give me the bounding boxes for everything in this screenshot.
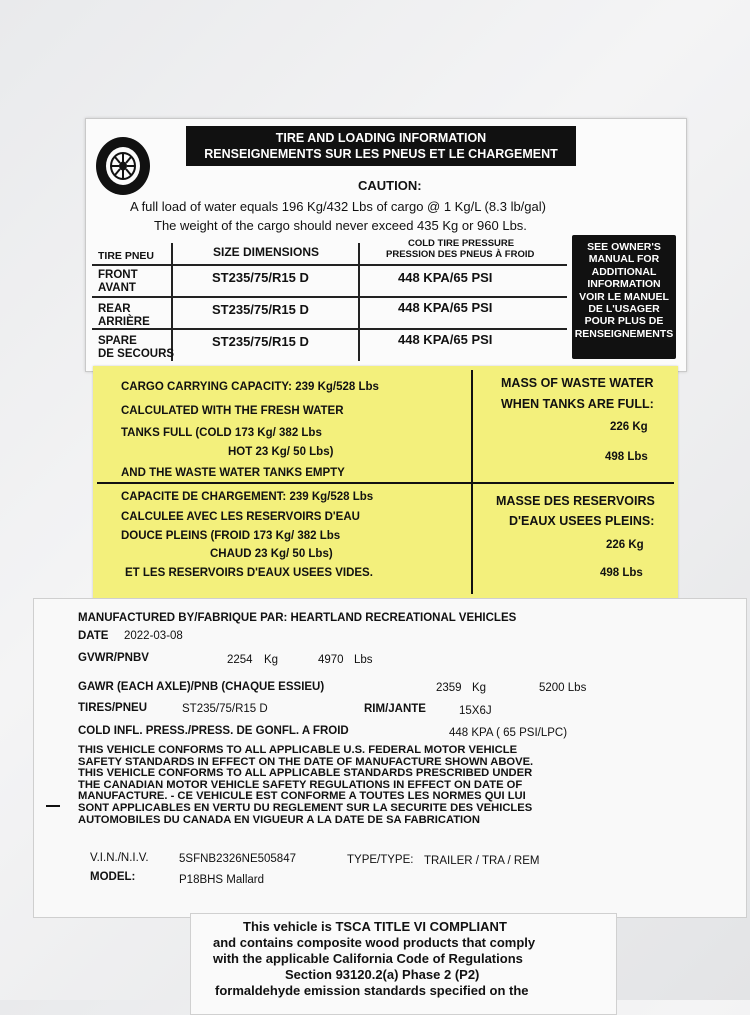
tires-value: ST235/75/R15 D xyxy=(182,703,268,715)
owners-box-line: MANUAL FOR xyxy=(588,253,660,266)
tire-label-title-fr: RENSEIGNEMENTS SUR LES PNEUS ET LE CHARGEMENT xyxy=(204,147,558,161)
gawr-kg-unit: Kg xyxy=(472,682,487,694)
vin-value: 5SFNB2326NE505847 xyxy=(179,853,296,865)
conformity-line: MANUFACTURE. - CE VEHICULE EST CONFORME A TOUTES LES NORMES QUI LUI xyxy=(78,790,526,803)
gvwr-lbs: 4970 xyxy=(318,654,344,666)
owners-box-line: INFORMATION xyxy=(587,278,661,291)
row-rear-size: ST235/75/R15 D xyxy=(212,302,309,317)
cold-press-value: 448 KPA ( 65 PSI/LPC) xyxy=(449,727,568,739)
edge-mark xyxy=(46,805,60,807)
header-tire: TIRE PNEU xyxy=(98,250,155,262)
row-spare-size: ST235/75/R15 D xyxy=(212,334,309,349)
conformity-line: SAFETY STANDARDS IN EFFECT ON THE DATE OF MANUFACTURE SHOWN ABOVE. xyxy=(78,755,534,768)
header-pressure-fr: PRESSION DES PNEUS À FROID xyxy=(386,249,535,260)
conformity-line: SONT APPLICABLES EN VERTU DU REGLEMENT SUR LA SECURITE DES VEHICLES xyxy=(78,801,533,814)
row-spare-pressure: 448 KPA/65 PSI xyxy=(398,332,493,347)
masse-reservoirs-heading-2: D'EAUX USEES PLEINS: xyxy=(509,514,655,528)
tire-label-title-bar xyxy=(186,126,576,166)
owners-box-line: DE L'USAGER xyxy=(588,303,660,316)
cargo-divider xyxy=(97,482,674,484)
cargo-fr-line-1: CAPACITE DE CHARGEMENT: 239 Kg/528 Lbs xyxy=(121,491,374,503)
masse-reservoirs-lbs: 498 Lbs xyxy=(600,567,643,579)
header-pressure-en: COLD TIRE PRESSURE xyxy=(408,238,515,249)
model-label: MODEL: xyxy=(90,871,136,883)
cargo-fr-line-3: DOUCE PLEINS (FROID 173 Kg/ 382 Lbs xyxy=(121,530,341,542)
cargo-en-line-2: CALCULATED WITH THE FRESH WATER xyxy=(121,405,344,417)
owners-box-line: SEE OWNER'S xyxy=(587,241,661,253)
cargo-fr-line-2: CALCULEE AVEC LES RESERVOIRS D'EAU xyxy=(121,511,360,523)
gawr-label: GAWR (EACH AXLE)/PNB (CHAQUE ESSIEU) xyxy=(78,681,325,693)
waste-mass-heading-2: WHEN TANKS ARE FULL: xyxy=(501,397,654,411)
gvwr-kg-unit: Kg xyxy=(264,654,279,666)
waste-mass-kg: 226 Kg xyxy=(610,421,648,433)
table-divider xyxy=(358,243,360,361)
date-label: DATE xyxy=(78,630,109,642)
owners-box-line: RENSEIGNEMENTS xyxy=(574,327,674,340)
tire-icon xyxy=(94,135,152,197)
cargo-en-line-5: AND THE WASTE WATER TANKS EMPTY xyxy=(121,467,345,479)
row-rear-pressure: 448 KPA/65 PSI xyxy=(398,300,493,315)
masse-reservoirs-heading-1: MASSE DES RESERVOIRS xyxy=(496,494,655,508)
owners-box-line: POUR PLUS DE xyxy=(584,315,664,328)
cargo-fr-line-4: CHAUD 23 Kg/ 50 Lbs) xyxy=(210,548,333,560)
rim-value: 15X6J xyxy=(459,705,492,717)
tire-loading-label xyxy=(85,118,687,372)
gvwr-lbs-unit: Lbs xyxy=(354,654,373,666)
cargo-en-line-1: CARGO CARRYING CAPACITY: 239 Kg/528 Lbs xyxy=(121,381,379,393)
row-front-pressure: 448 KPA/65 PSI xyxy=(398,270,493,285)
masse-reservoirs-kg: 226 Kg xyxy=(606,539,644,551)
vin-label: V.I.N./N.I.V. xyxy=(90,852,149,864)
gvwr-kg: 2254 xyxy=(227,654,253,666)
tsca-line: formaldehyde emission standards specified on the xyxy=(215,983,529,998)
date-value: 2022-03-08 xyxy=(124,630,183,642)
row-rear-pos-fr: ARRIÈRE xyxy=(98,316,150,328)
cargo-en-line-3: TANKS FULL (COLD 173 Kg/ 382 Lbs xyxy=(121,427,322,439)
rim-label: RIM/JANTE xyxy=(364,703,426,715)
type-label: TYPE/TYPE: xyxy=(347,854,414,866)
table-divider xyxy=(171,243,173,361)
conformity-statement xyxy=(78,745,533,826)
table-divider xyxy=(92,264,567,266)
manufacturer-label xyxy=(33,598,747,918)
tsca-line: with the applicable California Code of Regulations xyxy=(213,951,523,966)
manufacturer-line: MANUFACTURED BY/FABRIQUE PAR: HEARTLAND RECREATIONAL VEHICLES xyxy=(78,612,517,624)
waste-mass-lbs: 498 Lbs xyxy=(605,451,648,463)
owners-manual-box xyxy=(572,235,676,359)
row-front-pos-fr: AVANT xyxy=(98,282,136,294)
tire-label-title-en: TIRE AND LOADING INFORMATION xyxy=(275,131,487,145)
cargo-en-line-4: HOT 23 Kg/ 50 Lbs) xyxy=(228,446,334,458)
tsca-line: Section 93120.2(a) Phase 2 (P2) xyxy=(285,967,480,982)
tires-label: TIRES/PNEU xyxy=(78,702,148,714)
conformity-line: THIS VEHICLE CONFORMS TO ALL APPLICABLE U.S. FEDERAL MOTOR VEHICLE xyxy=(78,744,518,756)
cargo-capacity-label xyxy=(93,366,678,600)
waste-mass-heading-1: MASS OF WASTE WATER xyxy=(501,376,654,390)
row-spare-pos-en: SPARE xyxy=(98,335,137,347)
row-spare-pos-fr: DE SECOURS xyxy=(98,348,175,360)
model-value: P18BHS Mallard xyxy=(179,874,265,886)
caution-line-1: A full load of water equals 196 Kg/432 Lbs of cargo @ 1 Kg/L (8.3 lb/gal) xyxy=(130,199,546,214)
owners-box-line: VOIR LE MANUEL xyxy=(579,290,669,303)
table-divider xyxy=(92,296,567,298)
caution-heading: CAUTION: xyxy=(358,178,422,193)
type-value: TRAILER / TRA / REM xyxy=(424,855,540,867)
gawr-kg: 2359 xyxy=(436,682,462,694)
table-divider xyxy=(92,328,567,330)
conformity-line: AUTOMOBILES DU CANADA EN VIGUEUR A LA DATE DE SA FABRICATION xyxy=(78,813,480,826)
cargo-fr-line-5: ET LES RESERVOIRS D'EAUX USEES VIDES. xyxy=(125,567,373,579)
header-size: SIZE DIMENSIONS xyxy=(213,245,320,259)
cold-press-label: COLD INFL. PRESS./PRESS. DE GONFL. A FROID xyxy=(78,725,349,737)
tsca-line: This vehicle is TSCA TITLE VI COMPLIANT xyxy=(243,919,507,934)
row-front-pos-en: FRONT xyxy=(98,269,138,281)
row-rear-pos-en: REAR xyxy=(98,303,131,315)
conformity-line: THE CANADIAN MOTOR VEHICLE SAFETY REGULATIONS IN EFFECT ON DATE OF xyxy=(78,778,523,791)
owners-box-line: ADDITIONAL xyxy=(591,265,657,278)
caution-line-2: The weight of the cargo should never exceed 435 Kg or 960 Lbs. xyxy=(154,218,527,233)
gawr-lbs: 5200 Lbs xyxy=(539,682,587,694)
conformity-line: THIS VEHICLE CONFORMS TO ALL APPLICABLE STANDARDS PRESCRIBED UNDER xyxy=(78,767,533,780)
row-front-size: ST235/75/R15 D xyxy=(212,270,309,285)
gvwr-label: GVWR/PNBV xyxy=(78,652,149,664)
tsca-line: and contains composite wood products that comply xyxy=(213,935,536,950)
